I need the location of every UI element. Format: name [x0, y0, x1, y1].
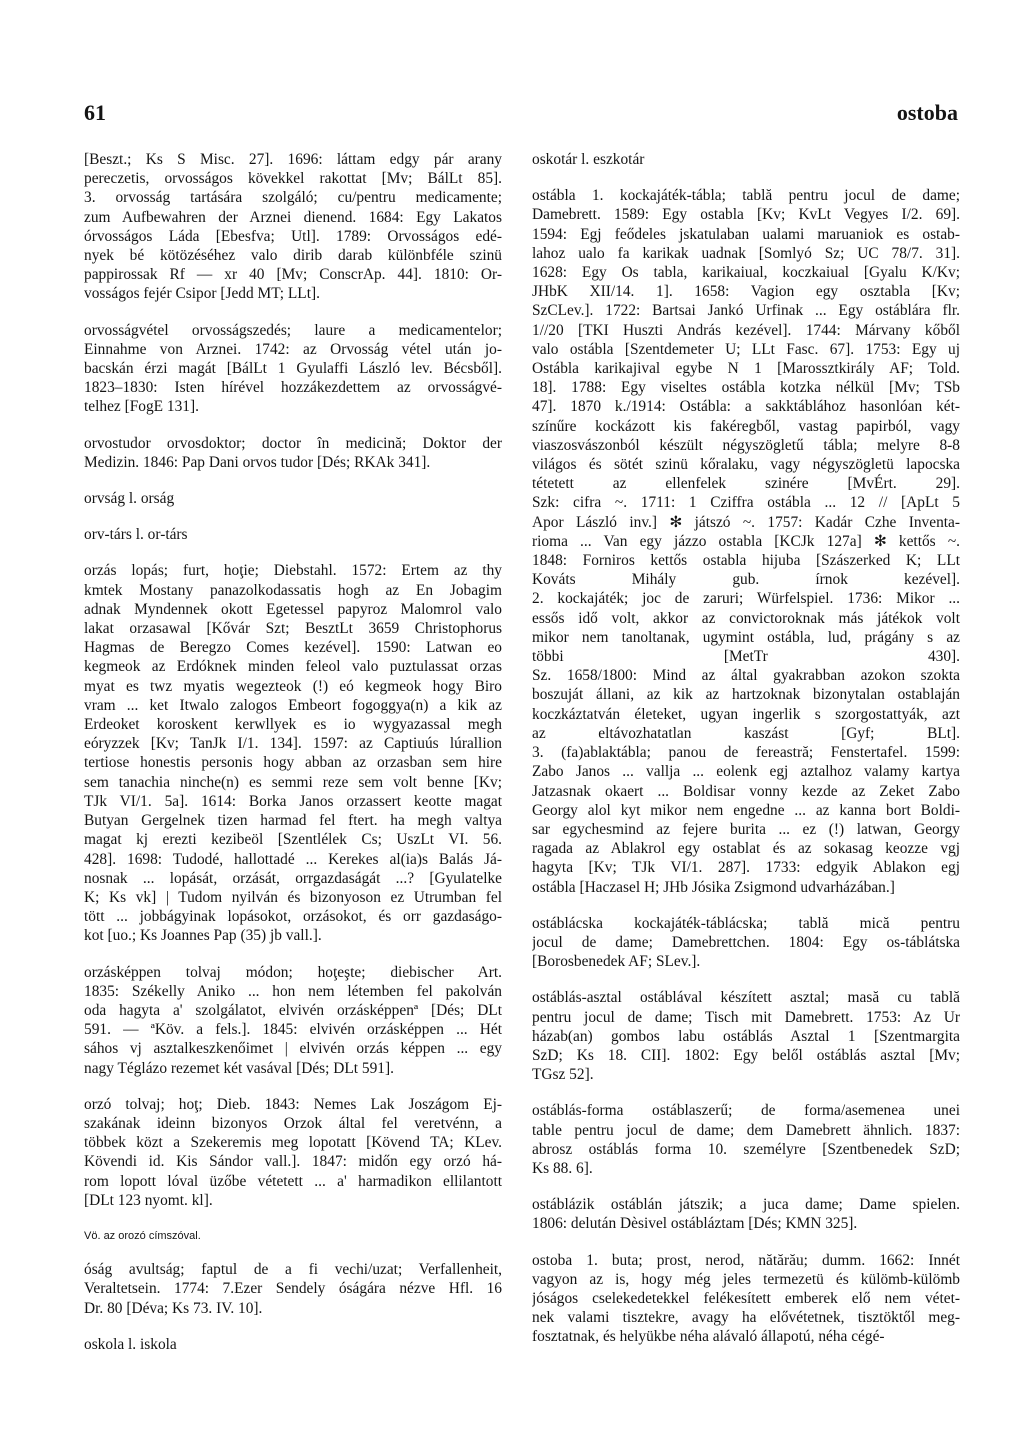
entry-line: orzás lopás; furt, hoţie; Diebstahl. 1572: Ertem az thy [84, 562, 502, 580]
entry-line: vagyon az is, hogy még jeles termezetü és külömb-külömb [532, 1270, 960, 1288]
entry-line: SzD; Ks 18. CII]. 1802: Egy belől ostáblás asztal [Mv; [532, 1046, 960, 1064]
dictionary-entry [84, 561, 502, 945]
dictionary-entry [84, 1260, 502, 1318]
entry-line: K; Ks vk] | Tudom nyilván és bizonyoson ez Utrumban fel [84, 888, 502, 906]
entry-line: table pentru jocul de dame; dem Damebrett ähnlich. 1837: [532, 1121, 960, 1139]
entry-line: boszuját állani, az kik az hartzoknak bizonytalan ostablaján [532, 686, 960, 704]
entry-line: 18]. 1788: Egy viseltes ostábla kotzka nélkül [Mv; TSb [532, 379, 960, 397]
entry-line: hagyta [Kv; TJk VI/1. 287]. 1733: edgyik Ablakon egj [532, 859, 960, 877]
entry-line: Sz. 1658/1800: Mind az által gyakrabban azokon szokta [532, 667, 960, 685]
entry-line: rom lopott lóval üzőbe vétetett ... a' harmadikon ellilantott [84, 1172, 502, 1190]
entry-line: ostáblás-asztal ostáblával készített asztal; masă cu tablă [532, 989, 960, 1007]
entry-line: többi [MetTr 430]. [532, 648, 960, 666]
entry-line: orv-társ l. or-társ [84, 526, 188, 544]
entry-line: Medizin. 1846: Pap Dani orvos tudor [Dés; RKAk 341]. [84, 453, 431, 471]
entry-line: zum Aufbewahren der Arznei dienend. 1684: Egy Lakatos [84, 208, 502, 226]
dictionary-entry [532, 186, 960, 897]
left-column [84, 150, 502, 1371]
entry-line: jóságos cselekedetekkel felékesített emberek elő nem vétet- [532, 1289, 960, 1307]
entry-line: 1848: Forniros kettős ostabla hijuba [Szászerked K; LLt [532, 552, 960, 570]
entry-line: viaszosvászonból készült négyszögletű tábla; melyre 8-8 [532, 436, 960, 454]
dictionary-entry [84, 434, 502, 472]
entry-line: Ostábla karikajival egybe N 1 [Marossztkirály AF; Told. [532, 360, 960, 378]
entry-line: nyek bé kötözéséhez valo dirib darab különbféle szinü [84, 247, 502, 265]
dictionary-entry [84, 150, 502, 304]
dictionary-entry [84, 1227, 502, 1246]
entry-line: Georgy alol kyt mikor nem engedne ... az kanna bort Boldi- [532, 801, 960, 819]
entry-line: kmtek Mostany panazolkodassatis hogh az En Jobagim [84, 581, 502, 599]
entry-line: rioma ... Van egy jázzo ostabla [KCJk 127a] ✻ kettős ~. [532, 532, 960, 550]
entry-line: Jatzasnak okaert ... Boldisar vonny kezde az Zeket Zabo [532, 782, 960, 800]
entry-line: [DLt 123 nyomt. kl]. [84, 1191, 213, 1209]
entry-line: sáhos vj asztalkeszkenőimet | elvivén orzás képpen ... egy [84, 1040, 502, 1058]
entry-line: jocul de dame; Damebrettchen. 1804: Egy os-táblátska [532, 933, 960, 951]
entry-line: 1594: Egj feődeles jskatulaban ualami maruaniok es ostab- [532, 225, 960, 243]
entry-line: Kövendi id. Kis Sándor vall.]. 1847: midőn egy orzó há- [84, 1153, 502, 1171]
entry-line: sem tanachia ninche(n) es semmi reze sem volt benne [Kv; [84, 773, 502, 791]
entry-line: adnak Myndennek okott Egetessel papyroz Malomrol valo [84, 600, 502, 618]
entry-line: [Borosbenedek AF; SLev.]. [532, 953, 701, 971]
dictionary-entry [532, 988, 960, 1084]
entry-line: mikor nem tanoltanak, ugymint ostábla, lud, prágány s az [532, 628, 960, 646]
entry-line: bacskán érzi magát [BálLt 1 Gyulaffi László lev. Bécsből]. [84, 360, 502, 378]
entry-line: ostoba 1. buta; prost, nerod, nătărău; dumm. 1662: Innét [532, 1251, 960, 1269]
entry-line: [Beszt.; Ks S Misc. 27]. 1696: láttam edgy pár arany [84, 151, 502, 168]
entry-line: Hagmas de Beregzo Comes kezével]. 1590: Latwan eo [84, 639, 502, 657]
entry-line: eóryzzek [Kv; TanJk I/1. 134]. 1597: az Captiuús lúrallion [84, 735, 502, 753]
entry-line: Zabo Janos ... vallja ... eolenk egj aztalhoz valamy kartya [532, 763, 960, 781]
entry-line: 1806: delután Dèsivel ostábláztam [Dés; KMN 325]. [532, 1215, 858, 1233]
entry-line: nagy Téglázo rezemet két vasával [Dés; DLt 591]. [84, 1059, 394, 1077]
entry-line: essős idő volt, akkor az convictoroknak más játékok volt [532, 609, 960, 627]
dictionary-entry [84, 489, 502, 508]
entry-line: orvostudor orvosdoktor; doctor în medicină; Doktor der [84, 434, 502, 452]
entry-line: tétetett az ellenfelek szinére [MvÉrt. 29]. [532, 475, 960, 493]
entry-line: óság avultság; faptul de a fi vechi/uzat; Verfallenheit, [84, 1261, 502, 1279]
entry-line: oda hagyta a' szolgálatot, elvivén orzásképpenª [Dés; DLt [84, 1001, 502, 1019]
entry-line: Ks 88. 6]. [532, 1159, 593, 1177]
entry-line: orzó tolvaj; hoţ; Dieb. 1843: Nemes Lak Joszágom Ej- [84, 1095, 502, 1113]
entry-line: orvság l. orság [84, 490, 175, 508]
entry-line: telhez [FogE 131]. [84, 398, 199, 416]
entry-line: 428]. 1698: Tudodé, hallottadé ... Kerekes al(ia)s Balás Já- [84, 850, 502, 868]
right-column [532, 150, 960, 1364]
entry-line: színűre kockázott kis fakéregből, vastag papirból, vagy [532, 417, 960, 435]
entry-line: lahoz ualo fa karikak uadnak [Somlyó Sz; UC 78/7. 31]. [532, 244, 960, 262]
running-head: ostoba [896, 100, 958, 125]
entry-line: orvosságvétel orvosságszedés; laure a medicamentelor; [84, 321, 502, 339]
entry-line: abrosz ostáblás forma 10. személyre [Szentbenedek SzD; [532, 1140, 960, 1158]
entry-line: 1//20 [TKI Huszti András kezével]. 1744: Márvany kőből [532, 321, 960, 339]
entry-line: házab(an) gombos labu ostáblás Asztal 1 [Szentmargita [532, 1027, 960, 1045]
entry-line: órvosságos Láda [Ebesfva; Utl]. 1789: Orvosságos edé- [84, 227, 502, 245]
entry-line: nosnak ... lopását, orzását, orrgazdaságát ...? [Gyulatelke [84, 869, 502, 887]
entry-line: 1835: Székelly Aniko ... hon nem létemben fel pakolván [84, 982, 502, 1000]
entry-line: ostáblás-forma ostáblaszerű; de forma/asemenea unei [532, 1102, 960, 1120]
entry-line: oskotár l. eszkotár [532, 151, 645, 168]
dictionary-entry [84, 963, 502, 1078]
entry-line: Dr. 80 [Déva; Ks 73. IV. 10]. [84, 1299, 263, 1317]
dictionary-entry [84, 1335, 502, 1354]
entry-line: sar egychesmind az fejere burita ... ez (!) latwan, Georgy [532, 820, 960, 838]
cross-reference-note: Vö. az orozó címszóval. [84, 1229, 201, 1242]
entry-line: ragada az Ablakrol egy ostablat és az sokasag keozze vgj [532, 840, 960, 858]
entry-line: vram ... ket Itwalo zalogos Embeort fogoggya(n) a kik az [84, 696, 502, 714]
entry-line: 1628: Egy Os tabla, karikaiual, koczkaiual [Gyalu K/Kv; [532, 264, 960, 282]
entry-line: JHbK XII/14. 1]. 1658: Vagion egy osztabla [Kv; [532, 283, 960, 301]
entry-line: fosztatnak, és helyükbe néha alávaló állapotú, néha cégé- [532, 1328, 885, 1346]
entry-line: ostáblázik ostáblán játszik; a juca dame; Dame spielen. [532, 1196, 960, 1214]
entry-line: Butyan Gergelnek tizen harmad fel ftert. ha megh valtya [84, 812, 502, 830]
entry-line: Veraltetsein. 1774: 7.Ezer Sendely óságára nézve Hfl. 16 [84, 1280, 502, 1298]
entry-line: myat es twz myatis wegezteok (!) eó kegmeok hogy Biro [84, 677, 502, 695]
entry-line: tertiose honestis personis hogy abban az orzasban sem hire [84, 754, 502, 772]
page-header [84, 100, 958, 134]
entry-line: világos és sötét szinü kőralaku, vagy négyszögletü lapocska [532, 456, 960, 474]
entry-line: Kováts Mihály gub. írnok kezével]. [532, 571, 960, 589]
entry-line: ostábla 1. kockajáték-tábla; tablă pentru jocul de dame; [532, 187, 960, 205]
entry-line: 2. kockajáték; joc de zaruri; Würfelspiel. 1736: Mikor ... [532, 590, 960, 608]
entry-line: koczkáztatván életeket, ugyan ingerlik s szorgostattyák, azt [532, 705, 960, 723]
entry-line: 47]. 1870 k./1914: Ostábla: a sakktáblához hasonlóan két- [532, 398, 960, 416]
entry-line: az eltávozhatatlan kaszást [Gyf; BLt]. [532, 724, 960, 742]
entry-line: ostábla [Haczasel H; JHb Jósika Zsigmond udvarházában.] [532, 878, 895, 896]
entry-line: oskola l. iskola [84, 1335, 177, 1353]
entry-line: Einnahme von Arznei. 1742: az Orvosság vétel után jo- [84, 340, 502, 358]
dictionary-entry [84, 1095, 502, 1210]
dictionary-entry [532, 914, 960, 972]
entry-line: valo ostábla [Szentdemeter U; LLt Fasc. 67]. 1753: Egy uj [532, 340, 960, 358]
entry-line: SzCLev.]. 1722: Bartsai Jankó Urfinak ... Egy ostáblára flr. [532, 302, 960, 320]
entry-line: tött ... jobbágyinak lopásokot, orzásokot, és orr gazdaságo- [84, 908, 502, 926]
entry-line: Apor László inv.] ✻ játszó ~. 1757: Kadár Czhe Inventa- [532, 513, 960, 531]
dictionary-entry [84, 321, 502, 417]
dictionary-entry [532, 1251, 960, 1347]
entry-line: többek közt a Szekeremis meg lopotatt [Kövend TA; KLev. [84, 1134, 502, 1152]
entry-line: Szk: cifra ~. 1711: 1 Cziffra ostábla ... 12 // [ApLt 5 [532, 494, 960, 512]
entry-line: 1823–1830: Isten hírével hozzákezdettem az orvosságvé- [84, 379, 502, 397]
entry-line: 3. (fa)ablaktábla; panou de fereastră; Fenstertafel. 1599: [532, 744, 960, 762]
entry-line: 3. orvosság tartására szolgáló; cu/pentru medicamente; [84, 189, 502, 207]
dictionary-entry [532, 1195, 960, 1233]
entry-line: lakat orzasawal [Kővár Szt; BesztLt 3659 Christophorus [84, 620, 502, 638]
entry-line: 591. — ªKöv. a fels.]. 1845: elvivén orzásképpen ... Hét [84, 1021, 502, 1039]
entry-line: pereczetis, orvosságos kövekkel rakottat [Mv; BálLt 85]. [84, 170, 502, 188]
dictionary-entry [84, 525, 502, 544]
page-number: 61 [84, 100, 106, 125]
entry-line: orzásképpen tolvaj módon; hoţeşte; diebischer Art. [84, 963, 502, 981]
entry-line: TGsz 52]. [532, 1066, 594, 1084]
entry-line: kot [uo.; Ks Joannes Pap (35) jb vall.]. [84, 927, 322, 945]
entry-line: kegmeok az Erdóknek minden feleol valo puztulassat orzas [84, 658, 502, 676]
entry-line: Erdeoket koroskent kerwllyek es io wygyazassal megh [84, 716, 502, 734]
dictionary-entry [532, 1101, 960, 1178]
entry-line: TJk VI/1. 5a]. 1614: Borka Janos orzassert keotte magat [84, 792, 502, 810]
entry-line: Damebrett. 1589: Egy ostabla [Kv; KvLt Vegyes I/2. 69]. [532, 206, 960, 224]
entry-line: vosságos fejér Csipor [Jedd MT; LLt]. [84, 285, 320, 303]
entry-line: magat kj erezti kezibeöl [Szentlélek Cs; UszLt VI. 56. [84, 831, 502, 849]
entry-line: nek valami tisztekre, avagy ha elővétetnek, tisztöktől meg- [532, 1309, 960, 1327]
dictionary-entry [532, 150, 960, 169]
entry-line: pappirossak Rf — xr 40 [Mv; ConscrAp. 44]. 1810: Or- [84, 266, 502, 284]
entry-line: ostáblácska kockajáték-táblácska; tablă mică pentru [532, 914, 960, 932]
entry-line: pentru jocul de dame; Tisch mit Damebrett. 1753: Az Ur [532, 1008, 960, 1026]
entry-line: szakának ideinn bizonyos Orzok által fel veretvénn, a [84, 1114, 502, 1132]
